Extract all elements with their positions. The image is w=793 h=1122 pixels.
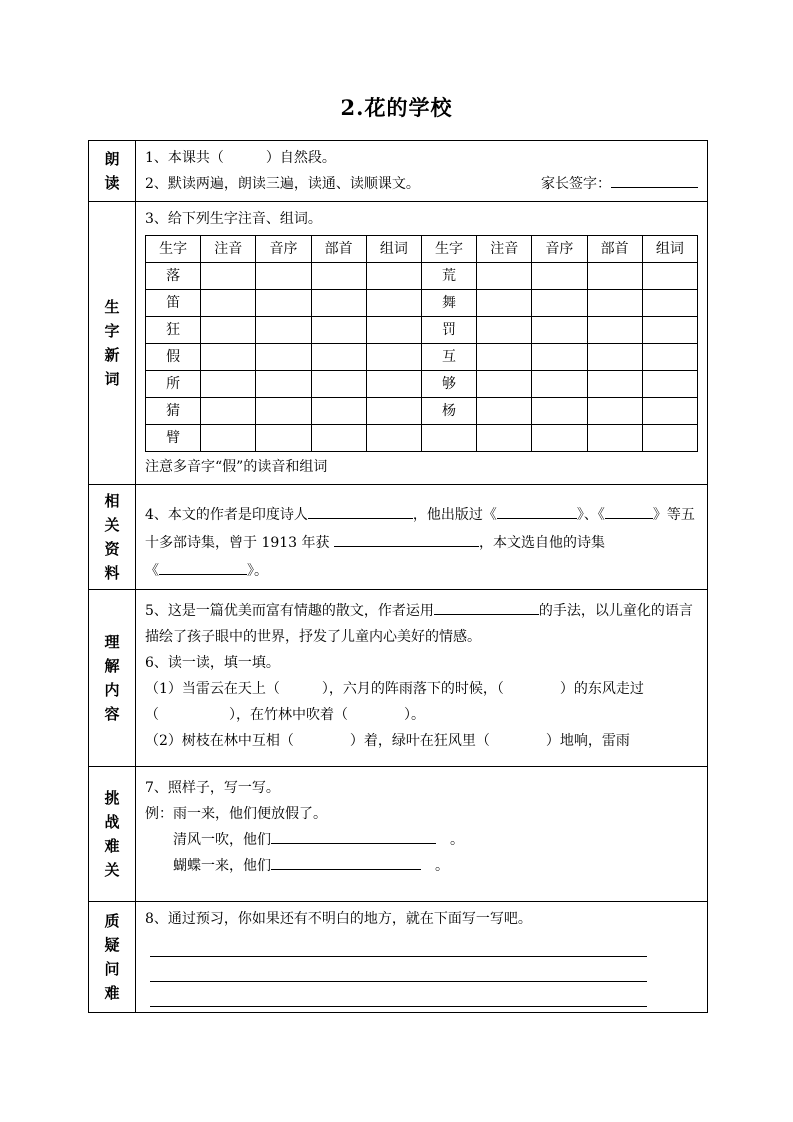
answer-line-2[interactable] <box>150 957 647 982</box>
write-in-cell[interactable] <box>311 263 366 290</box>
write-in-cell[interactable] <box>642 344 697 371</box>
section-questions <box>89 901 707 1012</box>
char-table-header: 音序 <box>532 236 587 263</box>
char-cell: 落 <box>146 263 201 290</box>
section-new-words <box>89 201 707 484</box>
write-in-cell[interactable] <box>587 371 642 398</box>
reading-item-1: 1、本课共（ ）自然段。 <box>145 150 336 166</box>
write-in-cell[interactable] <box>477 263 532 290</box>
fill-blank-book2[interactable] <box>605 504 653 519</box>
answer-line-3[interactable] <box>150 982 647 1007</box>
write-in-cell[interactable] <box>256 344 311 371</box>
char-cell: 狂 <box>146 317 201 344</box>
char-table <box>145 235 698 452</box>
write-in-cell[interactable] <box>201 425 256 452</box>
char-cell: 荒 <box>421 263 476 290</box>
char-table-row <box>146 398 698 425</box>
write-in-cell[interactable] <box>532 317 587 344</box>
question-7-line-1 <box>145 827 698 853</box>
section-comprehension-content <box>136 590 707 766</box>
char-cell: 互 <box>421 344 476 371</box>
question-5-text: 的手法，以儿童化的语言描绘了孩子眼中的世界，抒发了儿童内心美好的情感。 <box>145 603 693 645</box>
question-5-text: 5、这是一篇优美而富有情趣的散文，作者运用 <box>145 603 434 619</box>
write-in-cell[interactable] <box>587 263 642 290</box>
section-comprehension-label <box>89 590 136 766</box>
fill-blank-author[interactable] <box>308 504 413 519</box>
write-in-cell[interactable] <box>201 317 256 344</box>
author-question-part: 4、本文的作者是印度诗人 <box>145 507 308 523</box>
write-in-cell[interactable] <box>642 425 697 452</box>
char-table-header: 组词 <box>642 236 697 263</box>
section-challenge-label <box>89 767 136 901</box>
section-label-text: 挑战难关 <box>104 789 120 879</box>
fill-blank-prize[interactable] <box>334 532 479 547</box>
write-in-cell[interactable] <box>642 263 697 290</box>
char-table-row <box>146 425 698 452</box>
char-table-row <box>146 317 698 344</box>
write-in-cell[interactable] <box>477 371 532 398</box>
section-related-info-content <box>136 485 707 589</box>
char-cell: 笛 <box>146 290 201 317</box>
write-in-cell[interactable] <box>477 317 532 344</box>
char-table-header: 生字 <box>421 236 476 263</box>
write-in-cell[interactable] <box>642 398 697 425</box>
parent-signature <box>541 171 698 197</box>
write-in-cell[interactable] <box>587 317 642 344</box>
char-cell <box>421 425 476 452</box>
answer-line-1[interactable] <box>150 932 647 957</box>
write-in-cell[interactable] <box>311 344 366 371</box>
period: 。 <box>450 832 464 848</box>
author-question-part: 等五十多部诗集，曾于 1913 年获 <box>145 507 695 551</box>
new-words-note: 注意多音字“假”的读音和组词 <box>145 459 328 475</box>
question-5 <box>145 598 698 650</box>
write-in-cell[interactable] <box>311 317 366 344</box>
fill-blank-collection[interactable] <box>159 560 247 575</box>
char-cell: 假 <box>146 344 201 371</box>
write-in-cell[interactable] <box>366 398 421 425</box>
write-in-cell[interactable] <box>477 425 532 452</box>
write-in-cell[interactable] <box>366 425 421 452</box>
char-table-header: 注音 <box>477 236 532 263</box>
author-question-part: 》、《 <box>576 507 605 523</box>
char-table-header: 生字 <box>146 236 201 263</box>
write-in-cell[interactable] <box>532 371 587 398</box>
char-cell: 舞 <box>421 290 476 317</box>
section-reading-label <box>89 141 136 201</box>
section-new-words-label <box>89 202 136 484</box>
write-in-cell[interactable] <box>201 398 256 425</box>
write-in-cell[interactable] <box>366 290 421 317</box>
write-in-cell[interactable] <box>256 263 311 290</box>
write-in-cell[interactable] <box>201 290 256 317</box>
fill-blank-book1[interactable] <box>497 504 577 519</box>
write-in-cell[interactable] <box>532 290 587 317</box>
question-6-1: （1）当雷云在天上（ ），六月的阵雨落下的时候，（ ）的东风走过（ ），在竹林中吹着（ ）。 <box>145 681 644 723</box>
write-in-cell[interactable] <box>477 290 532 317</box>
char-cell: 够 <box>421 371 476 398</box>
char-table-header-row <box>146 236 698 263</box>
section-new-words-content <box>136 202 707 484</box>
signature-label: 家长签字： <box>541 176 611 192</box>
section-label-text: 朗读 <box>104 150 120 192</box>
write-in-cell[interactable] <box>201 371 256 398</box>
author-question-part: ，他出版过《 <box>412 507 497 523</box>
new-words-instruction: 3、给下列生字注音、组词。 <box>145 211 322 227</box>
sentence-stem: 清风一吹，他们 <box>173 832 271 848</box>
question-7: 7、照样子，写一写。 <box>145 780 280 796</box>
char-table-header: 部首 <box>311 236 366 263</box>
write-in-cell[interactable] <box>532 344 587 371</box>
write-in-cell[interactable] <box>311 425 366 452</box>
write-in-cell[interactable] <box>366 344 421 371</box>
author-question-part: 《 <box>145 563 159 579</box>
section-label-text: 质疑问难 <box>104 912 120 1002</box>
section-label-text: 相关资料 <box>104 492 120 582</box>
char-table-header: 注音 <box>201 236 256 263</box>
question-6: 6、读一读，填一填。 <box>145 655 280 671</box>
author-question-part: 》 <box>652 507 667 523</box>
char-cell: 臂 <box>146 425 201 452</box>
write-in-cell[interactable] <box>366 371 421 398</box>
write-in-cell[interactable] <box>477 344 532 371</box>
write-in-cell[interactable] <box>311 371 366 398</box>
write-in-cell[interactable] <box>366 317 421 344</box>
write-in-cell[interactable] <box>587 425 642 452</box>
section-label-text: 理解内容 <box>104 633 120 723</box>
write-in-cell[interactable] <box>587 398 642 425</box>
page-title: 2.花的学校 <box>340 95 453 120</box>
fill-blank-sentence-2[interactable] <box>271 855 421 870</box>
question-8: 8、通过预习，你如果还有不明白的地方，就在下面写一写吧。 <box>145 911 532 927</box>
char-cell: 杨 <box>421 398 476 425</box>
write-in-cell[interactable] <box>532 398 587 425</box>
write-in-cell[interactable] <box>311 398 366 425</box>
fill-blank-sentence-1[interactable] <box>271 829 436 844</box>
reading-item-2-row <box>145 171 698 197</box>
reading-item-2: 2、默读两遍，朗读三遍，读通、读顺课文。 <box>145 176 420 192</box>
fill-blank-technique[interactable] <box>434 600 539 615</box>
write-in-cell[interactable] <box>311 290 366 317</box>
write-in-cell[interactable] <box>256 317 311 344</box>
section-reading-content <box>136 141 707 201</box>
char-table-row <box>146 263 698 290</box>
worksheet-table <box>88 140 708 1013</box>
write-in-cell[interactable] <box>256 398 311 425</box>
write-in-cell[interactable] <box>256 371 311 398</box>
write-in-cell[interactable] <box>642 317 697 344</box>
write-in-cell[interactable] <box>201 344 256 371</box>
char-table-header: 部首 <box>587 236 642 263</box>
section-challenge <box>89 766 707 901</box>
question-7-line-2 <box>145 853 698 879</box>
sentence-stem: 蝴蝶一来，他们 <box>173 858 271 874</box>
char-table-row <box>146 344 698 371</box>
section-reading <box>89 141 707 201</box>
author-question-part: 》。 <box>247 563 268 579</box>
section-comprehension <box>89 589 707 766</box>
write-in-cell[interactable] <box>642 371 697 398</box>
write-in-cell[interactable] <box>532 263 587 290</box>
section-questions-label <box>89 902 136 1012</box>
write-in-cell[interactable] <box>587 344 642 371</box>
char-cell: 罚 <box>421 317 476 344</box>
write-in-cell[interactable] <box>532 425 587 452</box>
period: 。 <box>435 858 449 874</box>
write-in-cell[interactable] <box>256 290 311 317</box>
write-in-cell[interactable] <box>256 425 311 452</box>
section-related-info-label <box>89 485 136 589</box>
write-in-cell[interactable] <box>366 263 421 290</box>
section-challenge-content <box>136 767 707 901</box>
char-table-row <box>146 371 698 398</box>
char-cell: 猜 <box>146 398 201 425</box>
write-in-cell[interactable] <box>587 290 642 317</box>
char-table-row <box>146 290 698 317</box>
section-related-info <box>89 484 707 589</box>
question-6-2: （2）树枝在林中互相（ ）着，绿叶在狂风里（ ）地响，雷雨 <box>145 733 630 749</box>
char-table-header: 音序 <box>256 236 311 263</box>
section-label-text: 生字新词 <box>104 298 120 388</box>
author-question-part: ，本文选自他的诗集 <box>478 535 605 551</box>
char-table-header: 组词 <box>366 236 421 263</box>
write-in-cell[interactable] <box>201 263 256 290</box>
char-cell: 所 <box>146 371 201 398</box>
write-in-cell[interactable] <box>642 290 697 317</box>
signature-blank[interactable] <box>611 173 698 188</box>
section-questions-content <box>136 902 707 1012</box>
write-in-cell[interactable] <box>477 398 532 425</box>
question-7-example: 例：雨一来，他们便放假了。 <box>145 806 327 822</box>
